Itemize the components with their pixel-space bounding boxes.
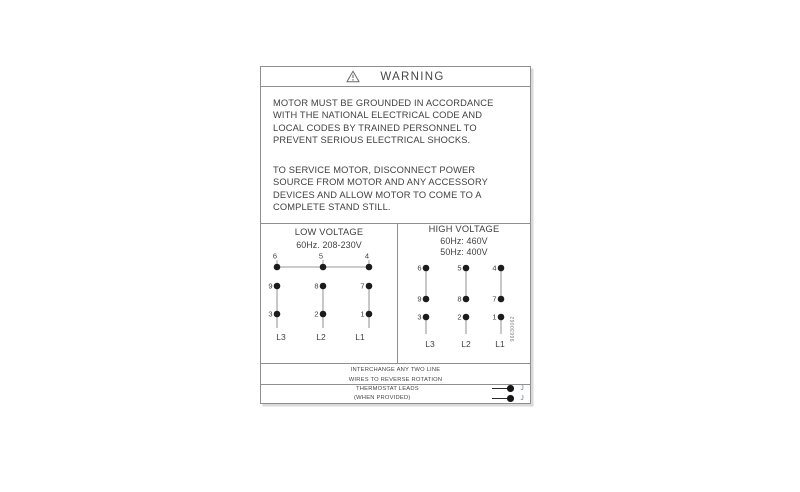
terminal-number: 6 — [272, 251, 278, 261]
thermostat-lead — [492, 395, 524, 402]
terminal-number: 8 — [457, 294, 462, 304]
text-line: WITH THE NATIONAL ELECTRICAL CODE AND — [273, 110, 483, 121]
text-line: TO SERVICE MOTOR, DISCONNECT POWER — [273, 165, 476, 175]
service-warning-text — [273, 164, 488, 213]
text-line: DEVICES AND ALLOW MOTOR TO COME TO A — [273, 189, 482, 200]
terminal-dot — [463, 265, 470, 272]
terminal-number: 4 — [492, 263, 497, 273]
motor-warning-label — [260, 66, 531, 404]
thermostat-leads-label: THERMOSTAT LEADS — [356, 385, 419, 392]
line-label: L3 — [425, 339, 435, 349]
terminal-number: 3 — [268, 309, 273, 319]
terminal-wiring-diagrams — [261, 223, 532, 363]
terminal-dot — [366, 311, 373, 318]
text-line: MOTOR MUST BE GROUNDED IN ACCORDANCE — [273, 98, 494, 108]
terminal-number: 6 — [417, 263, 422, 273]
lead-label: J — [520, 395, 524, 402]
low-voltage-title: LOW VOLTAGE — [294, 227, 364, 237]
terminal-number: 7 — [360, 281, 365, 291]
grounding-warning-text — [273, 97, 493, 146]
terminal-dot — [423, 296, 430, 303]
line-label: L1 — [495, 339, 505, 349]
terminal-number: 3 — [417, 312, 422, 322]
terminal-number: 2 — [457, 312, 462, 322]
terminal-number: 9 — [417, 294, 422, 304]
line-label: L3 — [276, 332, 286, 342]
terminal-dot — [463, 296, 470, 303]
terminal-number: 5 — [457, 263, 462, 273]
divider — [261, 363, 530, 364]
terminal-dot — [366, 283, 373, 290]
terminal-number: 1 — [492, 312, 497, 322]
line-label: L2 — [461, 339, 471, 349]
terminal-number: 4 — [364, 251, 370, 261]
terminal-number: 9 — [268, 281, 273, 291]
text-line: SOURCE FROM MOTOR AND ANY ACCESSORY — [273, 177, 488, 188]
terminal-dot — [463, 314, 470, 321]
terminal-dot — [423, 265, 430, 272]
terminal-dot — [320, 283, 327, 290]
terminal-number: 1 — [360, 309, 365, 319]
terminal-number: 8 — [314, 281, 319, 291]
terminal-dot — [320, 264, 327, 271]
when-provided-label: (WHEN PROVIDED) — [354, 395, 411, 401]
line-label: L2 — [316, 332, 326, 342]
line-label: L1 — [355, 332, 365, 342]
text-line: COMPLETE STAND STILL. — [273, 201, 391, 212]
part-number: 96630062 — [510, 316, 516, 342]
terminal-dot — [423, 314, 430, 321]
warning-header — [261, 67, 530, 87]
terminal-dot — [498, 265, 505, 272]
low-voltage-subtitle: 60Hz. 208-230V — [296, 240, 362, 250]
high-voltage-subtitle-50hz: 50Hz: 400V — [440, 247, 488, 257]
terminal-dot — [274, 283, 281, 290]
terminal-dot — [498, 296, 505, 303]
warning-triangle-icon — [346, 70, 360, 83]
rotation-note-line2: WIRES TO REVERSE ROTATION — [348, 376, 443, 383]
lead-label: J — [520, 385, 524, 392]
terminal-dot — [320, 311, 327, 318]
terminal-dot — [366, 264, 373, 271]
terminal-number: 2 — [314, 309, 319, 319]
rotation-note-line1: INTERCHANGE ANY TWO LINE — [350, 367, 441, 373]
terminal-dot — [498, 314, 505, 321]
lead-terminal-dot — [507, 385, 514, 392]
terminal-number: 7 — [492, 294, 497, 304]
lead-terminal-dot — [507, 395, 514, 402]
warning-title: WARNING — [380, 70, 445, 83]
thermostat-lead — [492, 385, 524, 392]
high-voltage-title: HIGH VOLTAGE — [428, 224, 500, 234]
text-line: PREVENT SERIOUS ELECTRICAL SHOCKS. — [273, 134, 471, 145]
terminal-dot — [274, 264, 281, 271]
terminal-number: 5 — [318, 251, 324, 261]
high-voltage-subtitle-60hz: 60Hz: 460V — [440, 236, 488, 246]
terminal-dot — [274, 311, 281, 318]
text-line: LOCAL CODES BY TRAINED PERSONNEL TO — [273, 122, 477, 133]
